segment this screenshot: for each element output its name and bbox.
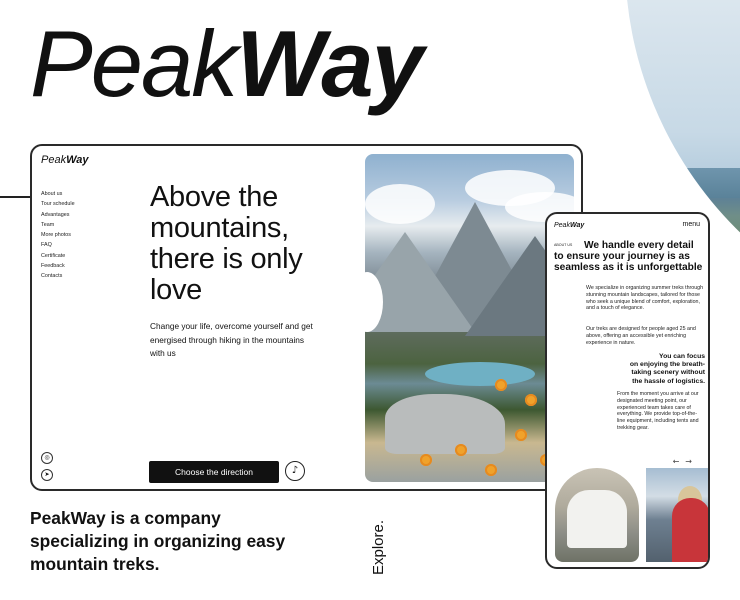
desktop-nav bbox=[41, 189, 75, 282]
music-note-icon[interactable]: ♪ bbox=[285, 461, 305, 481]
mobile-mockup bbox=[545, 212, 710, 569]
menu-button[interactable]: menu bbox=[682, 221, 700, 228]
hiker-photo bbox=[646, 468, 710, 562]
mobile-paragraph-3: From the moment you arrive at our designated meeting point, our experienced team takes care of everything. We provide top-of-the-line equipment, including tents and trekking gear. bbox=[617, 391, 699, 431]
about-us-label: ABOUT US bbox=[554, 243, 573, 247]
desktop-mockup bbox=[30, 144, 583, 491]
telegram-icon[interactable]: ➤ bbox=[41, 469, 53, 481]
nav-item-advantages[interactable]: Advantages bbox=[41, 211, 70, 218]
nav-item-feedback[interactable]: Feedback bbox=[41, 263, 65, 270]
mobile-headline: We handle every detail to ensure your journey is as seamless as it is unforgettable bbox=[554, 240, 703, 274]
explore-link[interactable] bbox=[356, 508, 406, 578]
company-tagline: PeakWay is a company specializing in organizing easy mountain treks. bbox=[30, 508, 286, 574]
mobile-focus-heading: You can focus on enjoying the breath- taking scenery without the hassle of logistics. bbox=[629, 353, 705, 385]
nav-item-tour-schedule[interactable]: Tour schedule bbox=[41, 201, 75, 208]
mobile-logo[interactable]: PeakWay bbox=[554, 222, 585, 229]
nav-item-team[interactable]: Team bbox=[41, 221, 55, 228]
mountain-hero-photo bbox=[365, 154, 574, 482]
nav-item-contacts[interactable]: Contacts bbox=[41, 273, 63, 280]
mobile-paragraph-1: We specialize in organizing summer treks through stunning mountain landscapes, tailored for those who seek a unique blend of comfort, exploration, and a touch of elegance. bbox=[586, 285, 704, 312]
instagram-icon[interactable]: ◎ bbox=[41, 452, 53, 464]
mobile-paragraph-2: Our treks are designed for people aged 25 and above, offering an accessible yet enriching experience in nature. bbox=[586, 326, 696, 346]
tent-photo bbox=[555, 468, 639, 562]
hero-subtitle: Change your life, overcome yourself and get energised through hiking in the mountains with us bbox=[150, 321, 313, 358]
hero-title: Above the mountains, there is only love bbox=[150, 181, 303, 306]
nav-item-certificate[interactable]: Certificate bbox=[41, 252, 66, 259]
desktop-logo[interactable]: PeakWay bbox=[41, 154, 89, 166]
arrow-right-icon[interactable]: → bbox=[685, 457, 698, 466]
choose-direction-button[interactable]: Choose the direction bbox=[149, 461, 279, 483]
nav-item-about-us[interactable]: About us bbox=[41, 191, 63, 197]
nav-item-faq[interactable]: FAQ bbox=[41, 242, 52, 249]
brand-title: PeakWay bbox=[30, 11, 422, 116]
carousel-arrows bbox=[673, 457, 698, 466]
explore-label[interactable]: Explore. bbox=[370, 519, 387, 575]
nav-item-more-photos[interactable]: More photos bbox=[41, 232, 71, 239]
arrow-left-icon[interactable]: ← bbox=[672, 457, 686, 466]
decorative-line bbox=[0, 196, 31, 198]
